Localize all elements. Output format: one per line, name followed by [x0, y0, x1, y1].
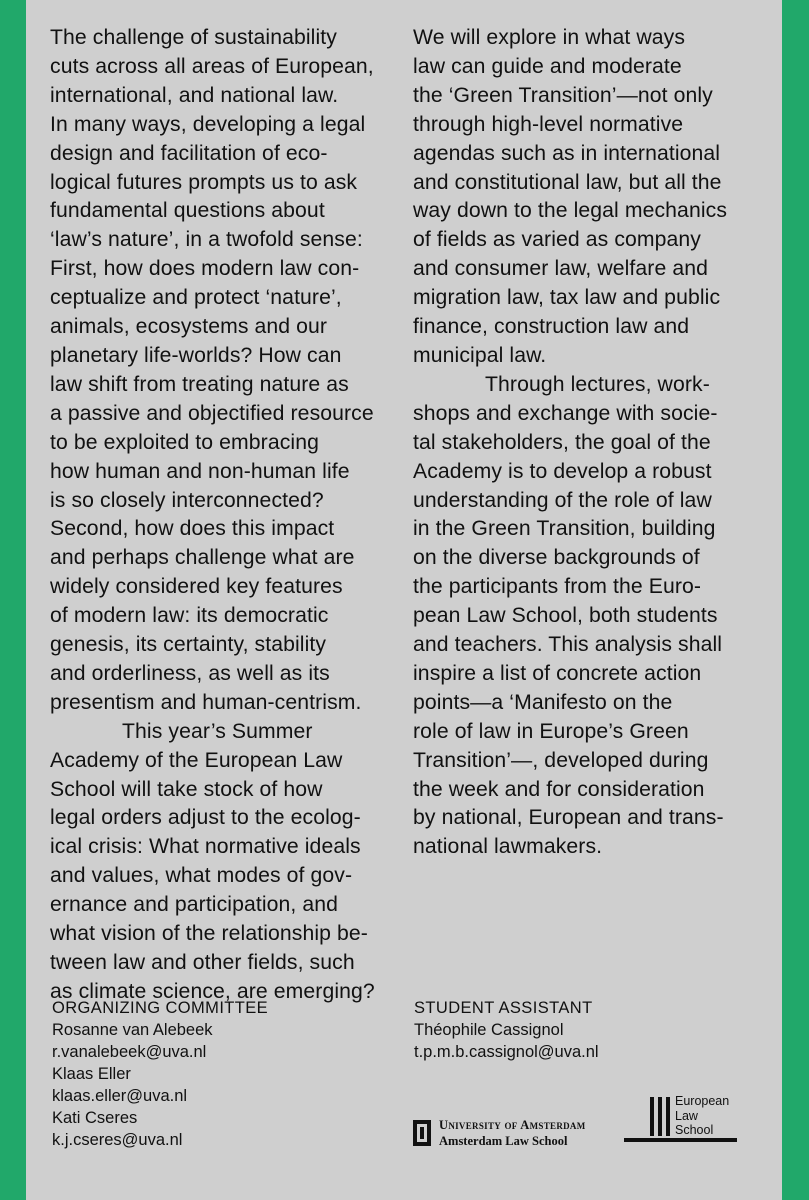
els-pillar-icon [666, 1097, 670, 1136]
european-law-school-logo [624, 1094, 744, 1150]
committee-member-name: Rosanne van Alebeek [52, 1021, 213, 1039]
committee-member-name: Kati Cseres [52, 1109, 138, 1127]
committee-member-email[interactable]: r.vanalebeek@uva.nl [52, 1043, 207, 1061]
uva-logo-name: University of Amsterdam [439, 1118, 586, 1132]
page-panel [26, 0, 782, 1200]
uva-logo [413, 1118, 613, 1152]
committee-member-name: Klaas Eller [52, 1065, 131, 1083]
left-paragraph-1: The challenge of sustainability cuts across all areas of European, international, and national law. In many ways, developing a legal design and facilitation of eco- logical futures prompts us to ask fundamental questions about ‘law’s nature’, in a twofold sense: First, how does modern law con- ceptualize and protect ‘nature’, animals, ecosystems and our planetary life-worlds? How can law shift from treating nature as a passive and objectified resource to be exploited to embracing how human and non-human life is so closely interconnected? Second, how does this impact and perhaps challenge what are widely considered key features of modern law: its democratic genesis, its certainty, stability and orderliness, as well as its presentism and human-centrism. [50, 26, 374, 714]
right-text-column [413, 24, 765, 862]
right-paragraph-2: Through lectures, work- shops and exchange with socie- tal stakeholders, the goal of the Academy is to develop a robust understanding of the role of law in the Green Transition, building on the diverse backgrounds of the participants from the Euro- pean Law School, both students and teachers. This analysis shall inspire a list of concrete action points—a ‘Manifesto on the role of law in Europe’s Green Transition’—, developed during the week and for consideration by national, European and trans- national lawmakers. [413, 372, 724, 859]
els-logo-text [675, 1094, 729, 1138]
uva-crest-icon [413, 1120, 431, 1146]
committee-member-email[interactable]: k.j.cseres@uva.nl [52, 1131, 183, 1149]
organizing-committee-heading: ORGANIZING COMMITTEE [52, 999, 269, 1017]
right-paragraph-1: We will explore in what ways law can guide and moderate the ‘Green Transition’—not only through high-level normative agendas such as in international and constitutional law, but all the way down to the legal mechanics of fields as varied as company and consumer law, welfare and migration law, tax law and public finance, construction law and municipal law. [413, 26, 728, 367]
uva-logo-subtitle: Amsterdam Law School [439, 1134, 568, 1148]
student-assistant-name: Théophile Cassignol [414, 1021, 564, 1039]
els-logo-line: Law [675, 1108, 698, 1123]
els-pillar-icon [650, 1097, 654, 1136]
organizing-committee [52, 997, 268, 1151]
left-paragraph-2: This year’s Summer Academy of the European Law School will take stock of how legal orders adjust to the ecolog- ical crisis: What normative ideals and values, what modes of gov- ernance and participation, and what vision of the relationship be- tween law and other fields, such as climate science, are emerging? [50, 719, 375, 1003]
els-base-bar [624, 1138, 737, 1142]
els-pillar-icon [658, 1097, 662, 1136]
els-logo-line: European [675, 1094, 730, 1108]
student-assistant [414, 997, 599, 1063]
els-logo-line: School [675, 1123, 714, 1137]
student-assistant-email[interactable]: t.p.m.b.cassignol@uva.nl [414, 1043, 599, 1061]
student-assistant-heading: STUDENT ASSISTANT [414, 999, 593, 1017]
left-text-column [50, 24, 400, 1007]
committee-member-email[interactable]: klaas.eller@uva.nl [52, 1087, 188, 1105]
